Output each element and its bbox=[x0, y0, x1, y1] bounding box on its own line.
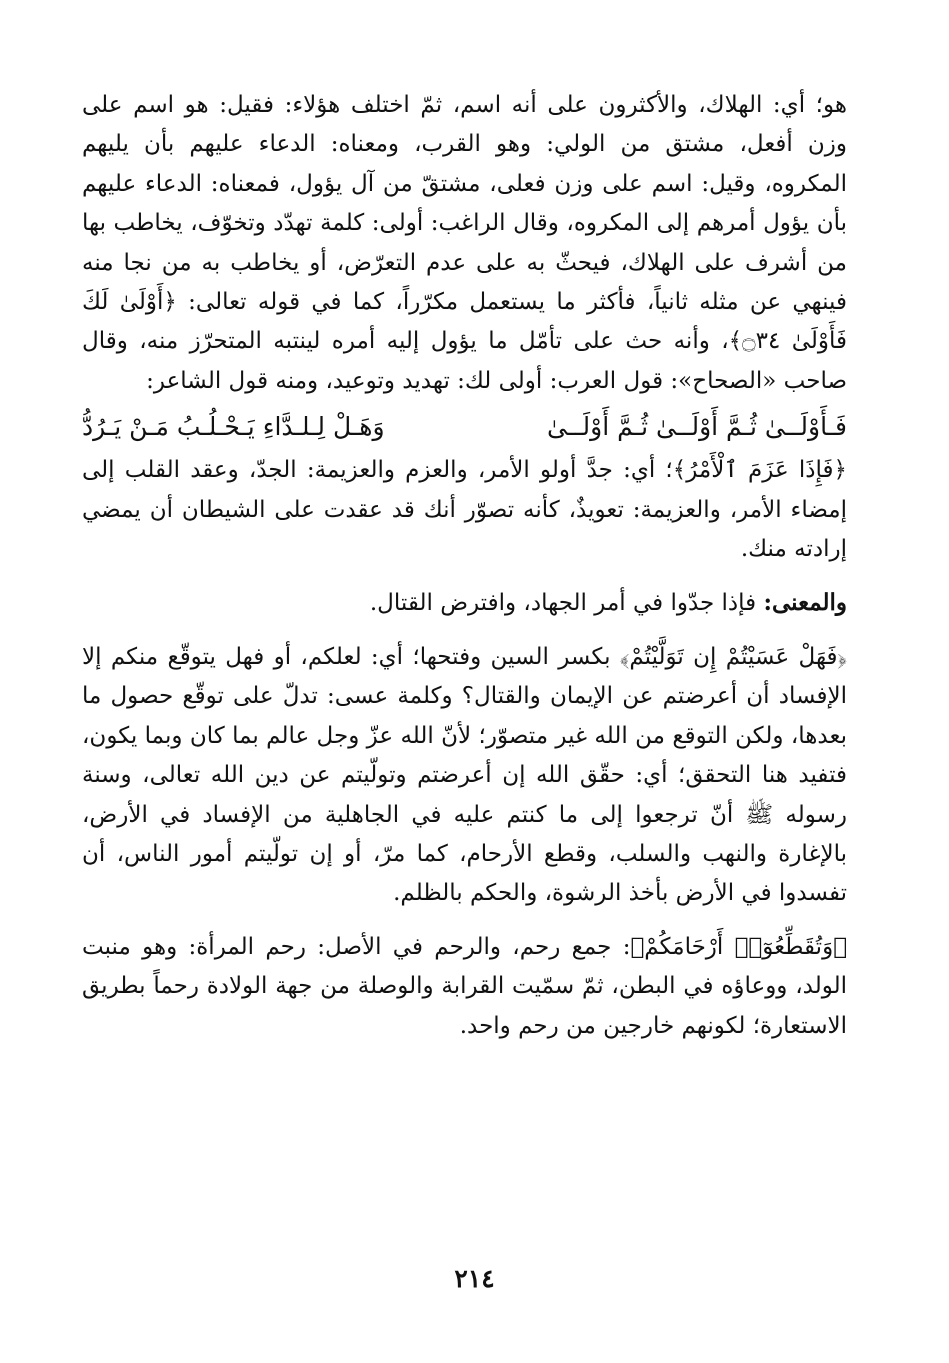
meaning-label: والمعنى: bbox=[763, 589, 847, 617]
paragraph-fahal-asaytum: ﴿فَهَلْ عَسَيْتُمْ إِن تَوَلَّيْتُمْ﴾ بكسر السين وفتحها؛ أي: لعلكم، أو فهل يتوقّع منكم إلا الإفساد أن أعرضتم عن الإيمان والقتال؟ وكلمة عسى: تدلّ على توقّع حصول ما بعدها، ولكن التوقع من الله غير متصوّر؛ لأنّ الله عزّ وجل عالم بما كان وبما يكون، فتفيد هنا التحقق؛ أي: حقّق الله إن أعرضتم وتولّيتم عن دين الله تعالى، وسنة رسوله ﷺ أنّ ترجعوا إلى ما كنتم عليه في الجاهلية من الإفساد في الأرض، بالإغارة والنهب والسلب، وقطع الأرحام، كما مرّ، أو إن تولّيتم أمور الناس، أن تفسدوا في الأرض بأخذ الرشوة، والحكم بالظلم. bbox=[82, 643, 847, 907]
paragraph-azm-al-amr: ﴿فَإِذَا عَزَمَ ٱلْأَمْرُ﴾؛ أي: جدَّ أولو الأمر، والعزم والعزيمة: الجدّ، وعقد القلب إلى إمضاء الأمر، والعزيمة: تعويذٌ، كأنه تصوّر أنك قد عقدت على الشيطان أن يمضي إرادته منك. bbox=[82, 457, 847, 563]
paragraph-arham: ﴿وَتُقَطِّعُوٓا۟ أَرْحَامَكُمْ﴾: جمع رحم، والرحم في الأصل: رحم المرأة: وهو منبت الولد، ووعاؤه في البطن، ثمّ سمّيت القرابة والوصلة من جهة الولادة رحماً بطريق الاستعارة؛ لكونهم خارجين من رحم واحد. bbox=[82, 933, 847, 1039]
meaning-text: فإذا جدّوا في أمر الجهاد، وافترض القتال. bbox=[369, 590, 764, 617]
verse-hemistich-first: فَـأَوْلَــىٰ ثُـمَّ أَوْلَــىٰ ثُـمَّ أَوْلَــىٰ bbox=[547, 412, 847, 442]
poetry-verse bbox=[82, 405, 847, 449]
paragraph-awla-explanation: هو؛ أي: الهلاك، والأكثرون على أنه اسم، ثمّ اختلف هؤلاء: فقيل: هو اسم على وزن أفعل، مشتق من الولي: وهو القرب، ومعناه: الدعاء عليهم بأن يليهم المكروه، وقيل: اسم على وزن فعلى، مشتقّ من آل يؤول، فمعناه: الدعاء عليهم بأن يؤول أمرهم إلى المكروه، وقال الراغب: أولى: كلمة تهدّد وتخوّف، يخاطب بها من أشرف على الهلاك، فيحثّ به على عدم التعرّض، أو يخاطب به من نجا منه فينهي عن مثله ثانياً، فأكثر ما يستعمل مكرّراً، كما في قوله تعالى: ﴿أَوْلَىٰ لَكَ فَأَوْلَىٰ ۝٣٤﴾، وأنه حث على تأمّل ما يؤول إليه أمره لينتبه المتحرّز منه، وقال صاحب «الصحاح»: قول العرب: أولى لك: تهديد وتوعيد، ومنه قول الشاعر: bbox=[82, 92, 847, 394]
paragraph-meaning bbox=[82, 583, 847, 623]
verse-hemistich-second: وَهَـلْ لِـلـدَّاءِ يَـحْـلُـبُ مَـنْ يَـرُدُّ bbox=[82, 412, 385, 442]
page-number: ٢١٤ bbox=[454, 1264, 495, 1293]
page-body bbox=[82, 86, 847, 1046]
